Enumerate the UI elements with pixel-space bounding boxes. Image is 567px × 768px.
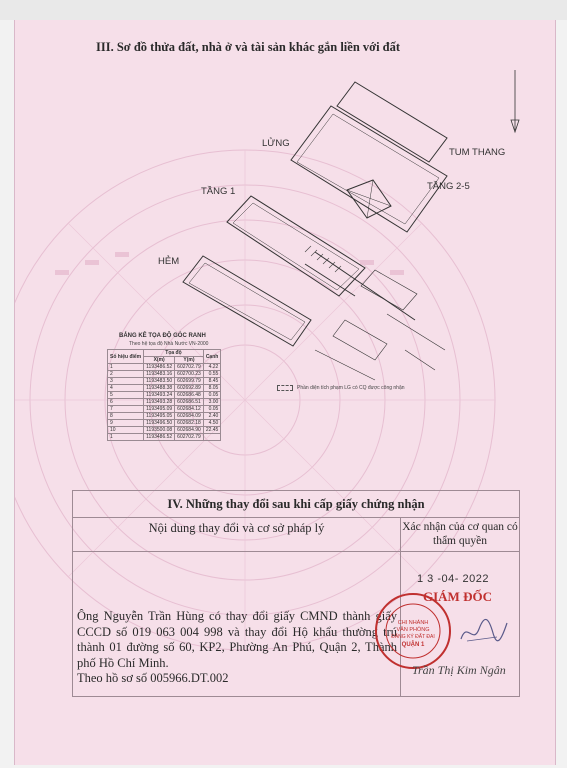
cell-edge [203,434,221,441]
cell-x: 1193486.52 [144,364,175,371]
cell-x: 1193483.16 [144,371,175,378]
cell-y: 602684.12 [175,406,204,413]
label-tang-2-5: TẦNG 2-5 [427,181,470,192]
cell-y: 602684.90 [175,427,204,434]
col-edge: Cạnh [203,350,221,364]
coordinate-row [108,413,221,420]
changes-title: IV. Những thay đổi sau khi cấp giấy chứng nhận [73,491,519,518]
land-plot-diagram [15,20,555,500]
section-iii-title: III. Sơ đồ thửa đất, nhà ở và tài sản khác gắn liền với đất [96,40,401,54]
cell-y: 602682.18 [175,420,204,427]
coordinate-rows [108,364,221,441]
cell-edge: 2.40 [203,413,221,420]
coordinate-row [108,434,221,441]
coordinate-row [108,371,221,378]
col-point: Số hiệu điểm [108,350,144,364]
approval-date: 1 3 -04- 2022 [417,573,489,585]
cell-y: 602700.23 [175,371,204,378]
label-tang-1: TẦNG 1 [201,186,236,197]
svg-text:ĐĂNG KÝ ĐẤT ĐAI: ĐĂNG KÝ ĐẤT ĐAI [391,634,435,640]
svg-text:QUẬN 1: QUẬN 1 [401,642,425,648]
cell-point: 2 [108,371,144,378]
official-stamp [373,591,453,671]
cell-x: 1193495.05 [144,413,175,420]
changes-header-row [73,517,519,552]
cell-point: 8 [108,413,144,420]
cell-edge: 8.45 [203,378,221,385]
label-lung: LỬNG [262,138,290,149]
cell-x: 1193488.38 [144,385,175,392]
certificate-page [14,20,556,765]
cell-y: 602684.09 [175,413,204,420]
cell-y: 602702.79 [175,434,204,441]
change-content [77,609,397,687]
svg-text:CHI NHÁNH: CHI NHÁNH [397,620,429,626]
coordinate-row [108,392,221,399]
signer-name: Trần Thị Kim Ngân [412,663,506,677]
svg-text:VĂN PHÒNG: VĂN PHÒNG [396,627,430,633]
cell-y: 602692.89 [175,385,204,392]
cell-x: 1193495.09 [144,406,175,413]
coordinate-table-title: BẢNG KÊ TỌA ĐỘ GÓC RANH [119,333,206,339]
dossier-number: Theo hồ sơ số 005966.DT.002 [77,671,229,686]
coordinate-row [108,385,221,392]
cell-edge: 0.55 [203,371,221,378]
cell-point: 10 [108,427,144,434]
cell-edge: 22.45 [203,427,221,434]
col-y: Y(m) [175,357,204,364]
cell-point: 5 [108,392,144,399]
coordinate-table [107,349,221,441]
col-coord: Tọa độ [144,350,204,357]
cell-point: 7 [108,406,144,413]
col-x: X(m) [144,357,175,364]
cell-point: 1 [108,434,144,441]
position-title: GIÁM ĐỐC [423,589,492,604]
cell-y: 602702.79 [175,364,204,371]
coordinate-row [108,378,221,385]
legend [277,385,405,391]
change-description: Ông Nguyễn Trần Hùng có thay đổi giấy CMND thành giấy CCCD số 019 063 004 998 và thay đổi Hộ khẩu thường trú thành 01 đường số 60, KP2, Phường An Phú, Quận 2, Thành phố Hồ Chí Minh. [77,609,397,670]
top-strip [0,0,567,20]
coordinate-row [108,399,221,406]
cell-x: 1193483.50 [144,378,175,385]
legend-text: Phần diện tích phạm LG có CQ được công nhận [297,385,405,391]
cell-point: 3 [108,378,144,385]
legend-swatch [277,385,293,391]
coordinate-row [108,364,221,371]
cell-edge: 4.22 [203,364,221,371]
cell-x: 1193496.50 [144,420,175,427]
cell-edge: 0.05 [203,406,221,413]
confirmation-column-header: Xác nhận của cơ quan có thẩm quyền [402,521,518,547]
cell-x: 1193500.08 [144,427,175,434]
changes-table [72,490,520,697]
coordinate-row [108,420,221,427]
cell-edge: 3.00 [203,399,221,406]
coordinate-row [108,427,221,434]
cell-x: 1193493.24 [144,392,175,399]
cell-edge: 8.05 [203,385,221,392]
cell-y: 602699.79 [175,378,204,385]
cell-point: 9 [108,420,144,427]
coordinate-row [108,406,221,413]
cell-point: 1 [108,364,144,371]
cell-point: 4 [108,385,144,392]
coordinate-table-subtitle: Theo hệ tọa độ Nhà Nước VN-2000 [129,341,209,347]
content-column-header: Nội dung thay đổi và cơ sở pháp lý [148,521,325,535]
cell-y: 602686.48 [175,392,204,399]
label-tum-thang: TUM THANG [449,147,506,158]
cell-edge: 4.50 [203,420,221,427]
signature [457,611,509,651]
cell-x: 1193486.52 [144,434,175,441]
cell-x: 1193493.28 [144,399,175,406]
cell-edge: 0.05 [203,392,221,399]
cell-point: 6 [108,399,144,406]
cell-y: 602686.51 [175,399,204,406]
label-hem: HẺM [158,256,180,267]
